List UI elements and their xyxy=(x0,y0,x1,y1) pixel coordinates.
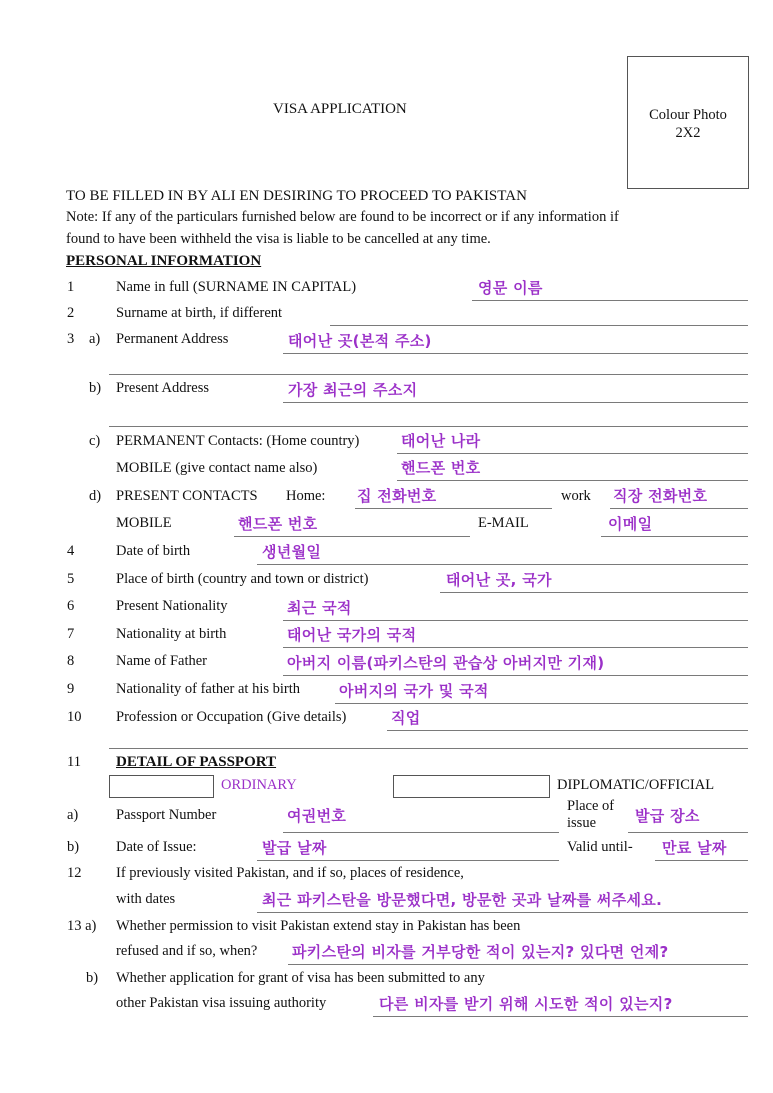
q10-number: 10 xyxy=(67,709,82,725)
present-address-value: 가장 최근의 주소지 xyxy=(288,381,418,399)
note-line-1: Note: If any of the particulars furnished below are found to be incorrect or if any information if xyxy=(66,209,619,225)
work-label: work xyxy=(561,488,591,504)
father-name-field[interactable] xyxy=(283,650,748,675)
q3c-mobile-label: MOBILE (give contact name also) xyxy=(116,460,318,476)
permanent-address-field[interactable] xyxy=(283,328,748,353)
other-visa-application-value: 다른 비자를 받기 위해 시도한 적이 있는지? xyxy=(379,995,673,1013)
place-of-birth-underline xyxy=(440,592,748,593)
father-name-value: 아버지 이름(파키스탄의 관습상 아버지만 기재) xyxy=(287,654,605,672)
q5-label: Place of birth (country and town or district) xyxy=(116,571,369,587)
email-value: 이메일 xyxy=(608,515,653,533)
q13b-label-line-1: Whether application for grant of visa has been submitted to any xyxy=(116,970,485,986)
q11-number: 11 xyxy=(67,754,81,770)
permanent-contact-field[interactable] xyxy=(397,429,748,453)
q3c-sub: c) xyxy=(89,433,101,449)
nationality-at-birth-underline xyxy=(283,647,748,648)
q11b-sub: b) xyxy=(67,839,80,855)
nationality-at-birth-value: 태어난 국가의 국적 xyxy=(287,626,417,644)
father-nationality-underline xyxy=(335,703,748,704)
passport-number-value: 여권번호 xyxy=(287,807,347,825)
place-of-birth-value: 태어난 곳, 국가 xyxy=(446,571,552,589)
passport-number-underline xyxy=(283,832,559,833)
q4-label: Date of birth xyxy=(116,543,191,559)
q9-number: 9 xyxy=(67,681,75,697)
visa-refused-value: 파키스탄의 비자를 거부당한 적이 있는지? 있다면 언제? xyxy=(292,943,669,961)
surname-underline xyxy=(330,325,748,326)
date-of-issue-value: 발급 날짜 xyxy=(262,839,327,857)
visa-refused-field[interactable] xyxy=(288,939,748,964)
diplomatic-label: DIPLOMATIC/OFFICIAL xyxy=(557,777,715,793)
q8-number: 8 xyxy=(67,653,75,669)
previous-visits-value: 최근 파키스탄을 방문했다면, 방문한 곳과 날짜를 써주세요. xyxy=(262,891,663,909)
q6-number: 6 xyxy=(67,598,75,614)
passport-number-field[interactable] xyxy=(283,803,559,833)
present-address-underline-2 xyxy=(109,426,748,427)
date-of-birth-field[interactable] xyxy=(257,539,748,564)
q3b-label: Present Address xyxy=(116,380,210,396)
photo-box-size: 2X2 xyxy=(675,125,701,141)
place-of-issue-value: 발급 장소 xyxy=(635,807,700,825)
valid-until-underline xyxy=(655,860,748,861)
occupation-underline-2 xyxy=(109,748,748,749)
present-nationality-field[interactable] xyxy=(283,595,748,620)
present-address-underline xyxy=(283,402,748,403)
q6-label: Present Nationality xyxy=(116,598,228,614)
permanent-mobile-underline xyxy=(397,480,748,481)
q3b-sub: b) xyxy=(89,380,102,396)
section-heading-personal: PERSONAL INFORMATION xyxy=(66,253,262,269)
q13b-label-line-2: other Pakistan visa issuing authority xyxy=(116,995,327,1011)
q13a-number: 13 a) xyxy=(67,918,97,934)
present-nationality-underline xyxy=(283,620,748,621)
ordinary-label: ORDINARY xyxy=(221,777,297,793)
permanent-address-underline-2 xyxy=(109,374,748,375)
passport-number-label: Passport Number xyxy=(116,807,217,823)
q3a-sub: a) xyxy=(89,331,101,347)
photo-box[interactable] xyxy=(627,56,749,189)
q2-number: 2 xyxy=(67,305,75,321)
date-of-birth-value: 생년월일 xyxy=(262,543,322,561)
date-of-issue-label: Date of Issue: xyxy=(116,839,197,855)
work-phone-value: 직장 전화번호 xyxy=(613,487,708,505)
date-of-issue-field[interactable] xyxy=(257,835,559,860)
q3d-sub: d) xyxy=(89,488,102,504)
place-of-issue-underline xyxy=(628,832,748,833)
previous-visits-field[interactable] xyxy=(257,887,748,912)
permanent-contact-value: 태어난 나라 xyxy=(401,432,481,450)
occupation-line-2[interactable] xyxy=(109,734,748,748)
present-mobile-value: 핸드폰 번호 xyxy=(238,515,318,533)
date-of-birth-underline xyxy=(257,564,748,565)
name-underline xyxy=(472,300,748,301)
permanent-contact-underline xyxy=(397,453,748,454)
place-of-issue-label xyxy=(567,798,614,832)
form-title: VISA APPLICATION xyxy=(273,101,407,117)
name-field[interactable] xyxy=(473,276,748,300)
place-of-issue-label-line-1: Place of xyxy=(567,798,615,814)
other-visa-application-underline xyxy=(373,1016,748,1017)
nationality-at-birth-field[interactable] xyxy=(283,622,748,647)
present-mobile-label: MOBILE xyxy=(116,515,172,531)
q3d-label: PRESENT CONTACTS xyxy=(116,488,258,504)
home-phone-value: 집 전화번호 xyxy=(357,487,437,505)
home-phone-underline xyxy=(355,508,552,509)
q3-number: 3 xyxy=(67,331,75,347)
permanent-mobile-field[interactable] xyxy=(397,456,748,480)
q12-number: 12 xyxy=(67,865,82,881)
present-mobile-field[interactable] xyxy=(234,511,470,536)
present-nationality-value: 최근 국적 xyxy=(287,599,352,617)
father-nationality-field[interactable] xyxy=(335,678,748,703)
present-mobile-underline xyxy=(234,536,470,537)
visa-refused-underline xyxy=(288,964,748,965)
valid-until-value: 만료 날짜 xyxy=(662,839,727,857)
q9-label: Nationality of father at his birth xyxy=(116,681,301,697)
q1-label: Name in full (SURNAME IN CAPITAL) xyxy=(116,279,357,295)
home-phone-field[interactable] xyxy=(355,484,552,508)
father-nationality-value: 아버지의 국가 및 국적 xyxy=(339,682,489,700)
photo-box-label: Colour Photo xyxy=(649,107,727,123)
q3a-label: Permanent Address xyxy=(116,331,229,347)
occupation-field[interactable] xyxy=(387,705,748,730)
occupation-value: 직업 xyxy=(391,709,421,727)
section-heading-passport: DETAIL OF PASSPORT xyxy=(116,754,277,770)
q8-label: Name of Father xyxy=(116,653,207,669)
place-of-birth-field[interactable] xyxy=(440,567,748,592)
work-phone-underline xyxy=(610,508,748,509)
q12-label-line-1: If previously visited Pakistan, and if so, places of residence, xyxy=(116,865,464,881)
q13b-sub: b) xyxy=(86,970,99,986)
permanent-address-value: 태어난 곳(본적 주소) xyxy=(288,332,432,350)
date-of-issue-underline xyxy=(257,860,559,861)
work-phone-field[interactable] xyxy=(610,484,748,508)
valid-until-label: Valid until- xyxy=(567,839,633,855)
place-of-issue-label-line-2: issue xyxy=(567,815,596,831)
diplomatic-checkbox[interactable] xyxy=(393,775,550,798)
home-label: Home: xyxy=(286,488,326,504)
note-line-2: found to have been withheld the visa is liable to be cancelled at any time. xyxy=(66,231,491,247)
q4-number: 4 xyxy=(67,543,75,559)
q7-number: 7 xyxy=(67,626,75,642)
q7-label: Nationality at birth xyxy=(116,626,227,642)
permanent-address-underline xyxy=(283,353,748,354)
permanent-mobile-value: 핸드폰 번호 xyxy=(401,459,481,477)
q1-number: 1 xyxy=(67,279,75,295)
permanent-address-line-2[interactable] xyxy=(109,356,748,374)
occupation-underline xyxy=(387,730,748,731)
present-address-line-2[interactable] xyxy=(109,406,748,426)
valid-until-field[interactable] xyxy=(655,835,748,860)
q5-number: 5 xyxy=(67,571,75,587)
q10-label: Profession or Occupation (Give details) xyxy=(116,709,347,725)
q11a-sub: a) xyxy=(67,807,79,823)
surname-at-birth-field[interactable] xyxy=(330,304,748,326)
email-underline xyxy=(601,536,748,537)
place-of-issue-field[interactable] xyxy=(628,803,748,833)
email-label: E-MAIL xyxy=(478,515,529,531)
instruction-text: TO BE FILLED IN BY ALI EN DESIRING TO PROCEED TO PAKISTAN xyxy=(66,188,527,204)
present-address-field[interactable] xyxy=(283,377,748,402)
q2-label: Surname at birth, if different xyxy=(116,305,283,321)
other-visa-application-field[interactable] xyxy=(373,991,748,1016)
father-name-underline xyxy=(283,675,748,676)
previous-visits-underline xyxy=(257,912,748,913)
email-field[interactable] xyxy=(601,511,748,536)
q12-label-line-2: with dates xyxy=(116,891,176,907)
ordinary-checkbox[interactable] xyxy=(109,775,214,798)
q13a-label-line-1: Whether permission to visit Pakistan extend stay in Pakistan has been xyxy=(116,918,521,934)
q13a-label-line-2: refused and if so, when? xyxy=(116,943,258,959)
name-value: 영문 이름 xyxy=(478,279,543,297)
q3c-label: PERMANENT Contacts: (Home country) xyxy=(116,433,360,449)
